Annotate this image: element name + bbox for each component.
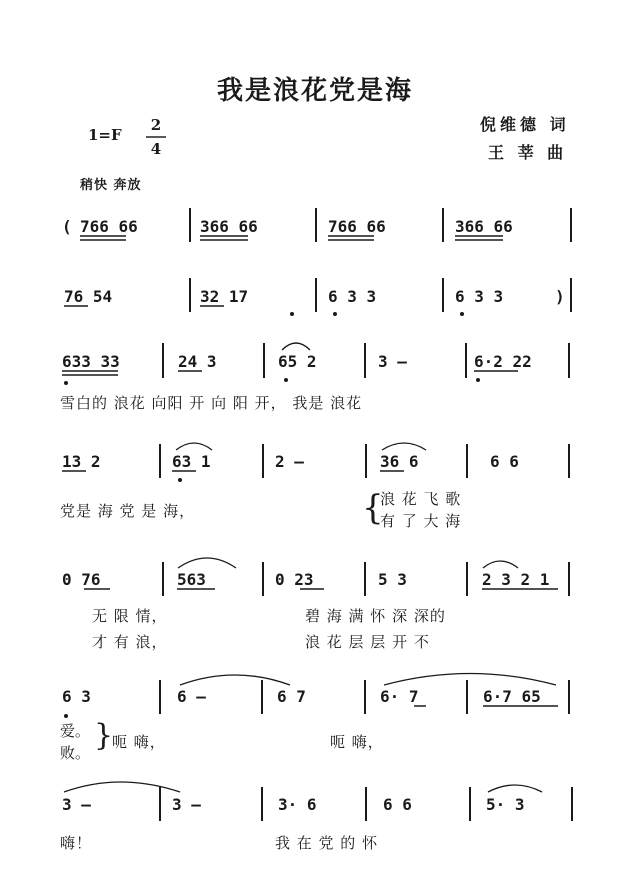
row5-lyrics-verse2b: 浪 花 层 层 开 不 — [305, 633, 430, 651]
row3-measure1: 633 33 — [62, 352, 120, 371]
row2-measure3: 6 3 3 — [328, 287, 377, 306]
time-signature-bottom: 4 — [150, 140, 162, 158]
key-signature: 1=F — [88, 126, 122, 144]
row6-measure1: 6 3 — [62, 687, 91, 706]
row5-measure1: 0 76 — [62, 570, 101, 589]
row6-measure2: 6 — — [177, 687, 206, 706]
row6-measure4: 6· 7 — [380, 687, 419, 706]
composer-credit: 王 莘 曲 — [488, 143, 568, 162]
row5-lyrics-verse1b: 碧 海 满 怀 深 深的 — [305, 607, 446, 625]
row3-measure3: 65 2 — [278, 352, 317, 371]
row3-measure2: 24 3 — [178, 352, 217, 371]
row1-measure1: 766 66 — [80, 217, 138, 236]
row3-lyrics: 雪白的 浪花 向阳 开 向 阳 开， 我是 浪花 — [60, 394, 363, 412]
row6-measure3: 6 7 — [277, 687, 306, 706]
row7-measure1: 3 — — [62, 795, 91, 814]
row5-lyrics-verse1a: 无 限 情， — [92, 607, 168, 625]
row7-lyrics-2: 我 在 党 的 怀 — [275, 834, 379, 852]
row7-measure5: 5· 3 — [486, 795, 525, 814]
row5-measure3: 0 23 — [275, 570, 314, 589]
row3-measure4: 3 — — [378, 352, 407, 371]
row6-lyrics-1: 呃 嗨， — [112, 733, 166, 751]
row4-measure4: 36 6 — [380, 452, 419, 471]
row3-measure5: 6·2 22 — [474, 352, 532, 371]
row4-measure5: 6 6 — [490, 452, 519, 471]
intro-paren: ( — [62, 217, 72, 236]
lyricist-credit: 倪维德 词 — [480, 115, 570, 134]
row1-measure4: 366 66 — [455, 217, 513, 236]
row4-measure2: 63 1 — [172, 452, 211, 471]
row7-measure4: 6 6 — [383, 795, 412, 814]
row2-measure2: 32 17 — [200, 287, 249, 306]
row6-brace: } — [94, 718, 114, 753]
intro-close: ) — [555, 287, 565, 306]
row5-measure4: 5 3 — [378, 570, 407, 589]
row6-lyrics-verse2: 败。 — [60, 744, 91, 762]
row1-measure2: 366 66 — [200, 217, 258, 236]
row7-measure3: 3· 6 — [278, 795, 317, 814]
row2-measure1: 76 54 — [64, 287, 113, 306]
song-title: 我是浪花党是海 — [216, 76, 413, 106]
row1-measure3: 766 66 — [328, 217, 386, 236]
row2-measure4: 6 3 3 — [455, 287, 504, 306]
row5-measure5: 2 3 2 1 — [482, 570, 550, 589]
row5-lyrics-verse2a: 才 有 浪， — [92, 633, 168, 651]
row4-measure3: 2 — — [275, 452, 304, 471]
time-signature-top: 2 — [150, 116, 162, 134]
tempo-marking: 稍快 奔放 — [80, 178, 142, 193]
row7-measure2: 3 — — [172, 795, 201, 814]
row6-lyrics-verse1: 爱。 — [60, 722, 91, 740]
row5-measure2: 563 — [177, 570, 206, 589]
row4-lyrics-verse2: 有 了 大 海 — [380, 512, 462, 530]
row7-lyrics-1: 嗨！ — [60, 834, 93, 852]
row6-lyrics-2: 呃 嗨， — [330, 733, 384, 751]
row6-measure5: 6·7 65 — [483, 687, 541, 706]
row4-lyrics-verse1: 浪 花 飞 歌 — [380, 490, 462, 508]
row4-lyrics: 党是 海 党 是 海， — [60, 502, 196, 520]
row4-brace: { — [362, 488, 384, 528]
row4-measure1: 13 2 — [62, 452, 101, 471]
